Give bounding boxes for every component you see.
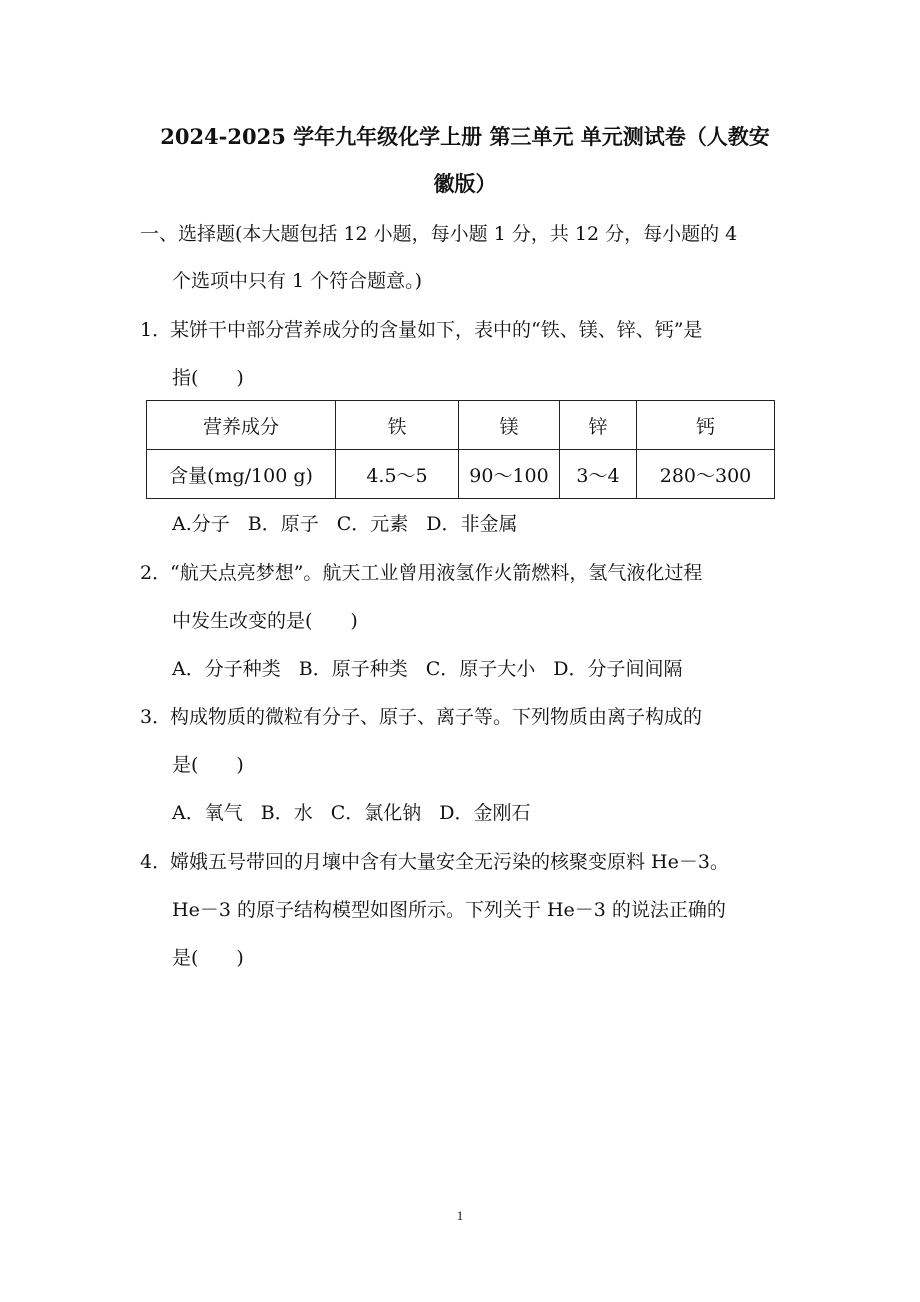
- question-1-line-2: 指( ): [172, 367, 244, 389]
- question-1-options: [172, 512, 536, 536]
- nutrition-table: [146, 400, 775, 499]
- question-4-number: 4．: [140, 851, 172, 873]
- question-2-line-1: [140, 561, 702, 585]
- question-4-text: 嫦娥五号带回的月壤中含有大量安全无污染的核聚变原料 He－3。: [170, 851, 729, 873]
- option-a: A．分子种类: [172, 658, 281, 680]
- option-b: B．原子: [247, 513, 319, 535]
- option-a: A.分子: [172, 513, 230, 535]
- table-cell: 3～4: [560, 450, 637, 499]
- table-header-cell: 镁: [459, 401, 560, 450]
- question-2-options: [172, 657, 700, 681]
- question-3-line-2: 是( ): [172, 754, 244, 776]
- question-4-line-2: He－3 的原子结构模型如图所示。下列关于 He－3 的说法正确的: [172, 899, 726, 921]
- table-header-cell: 钙: [637, 401, 775, 450]
- table-header-cell: 锌: [560, 401, 637, 450]
- question-1-line-1: [140, 318, 702, 342]
- question-3-text: 构成物质的微粒有分子、原子、离子等。下列物质由离子构成的: [170, 706, 703, 728]
- option-d: D．分子间间隔: [553, 658, 683, 680]
- table-header-row: [147, 401, 775, 450]
- table-cell: 90～100: [459, 450, 560, 499]
- question-3-line-1: [140, 705, 702, 729]
- table-header-cell: 铁: [336, 401, 459, 450]
- document-title-line-2: 徽版）: [433, 171, 497, 196]
- table-cell: 含量(mg/100 g): [147, 450, 336, 499]
- question-2-text: “航天点亮梦想”。航天工业曾用液氢作火箭燃料，氢气液化过程: [170, 562, 703, 584]
- question-4-line-1: [140, 850, 729, 874]
- option-d: D．金刚石: [439, 802, 531, 824]
- option-c: C．元素: [336, 513, 409, 535]
- section-heading-line-2: 个选项中只有 1 个符合题意。): [172, 270, 423, 292]
- option-c: C．氯化钠: [330, 802, 422, 824]
- option-d: D．非金属: [426, 513, 518, 535]
- question-3-number: 3．: [140, 706, 172, 728]
- option-b: B．原子种类: [298, 658, 408, 680]
- table-row: [147, 450, 775, 499]
- question-1-text: 某饼干中部分营养成分的含量如下，表中的“铁、镁、锌、钙”是: [170, 319, 703, 341]
- table-cell: 280～300: [637, 450, 775, 499]
- page-number: 1: [456, 1208, 464, 1223]
- option-b: B．水: [260, 802, 313, 824]
- table-cell: 4.5～5: [336, 450, 459, 499]
- option-a: A．氧气: [172, 802, 243, 824]
- question-2-number: 2．: [140, 562, 172, 584]
- table-header-cell: 营养成分: [147, 401, 336, 450]
- question-3-options: [172, 801, 548, 825]
- question-1-number: 1．: [140, 319, 172, 341]
- section-heading-line-1: 一、选择题(本大题包括 12 小题，每小题 1 分，共 12 分，每小题的 4: [140, 223, 738, 245]
- question-2-line-2: 中发生改变的是( ): [172, 610, 358, 632]
- question-4-line-3: 是( ): [172, 947, 244, 969]
- document-title-line-1: 2024-2025 学年九年级化学上册 第三单元 单元测试卷（人教安: [160, 124, 770, 149]
- option-c: C．原子大小: [425, 658, 536, 680]
